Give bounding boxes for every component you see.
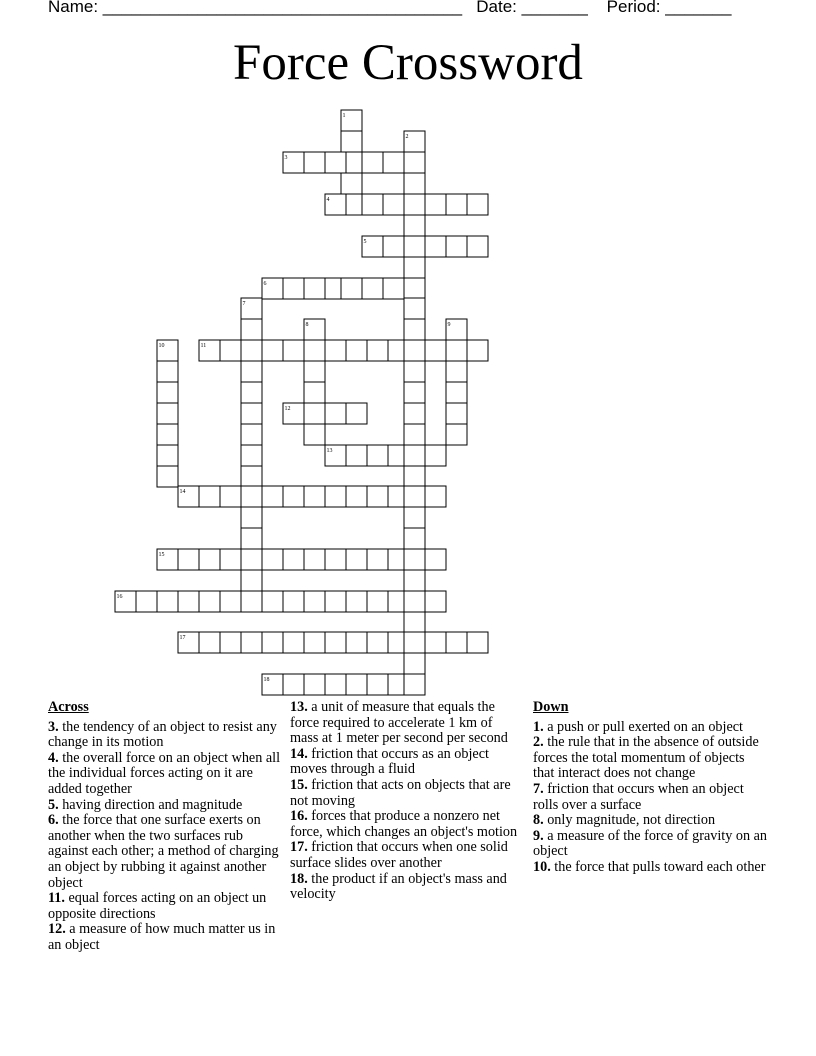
down-clue — [533, 735, 769, 782]
grid-cell[interactable] — [304, 674, 325, 695]
grid-cell[interactable] — [404, 278, 425, 299]
name-date-period-line: Name: ______________________________________ Date: _______ Period: _______ — [48, 0, 732, 16]
grid-cell[interactable] — [241, 403, 262, 424]
clue-number: 4. — [48, 749, 59, 766]
grid-cell[interactable] — [404, 528, 425, 549]
grid-cell[interactable] — [241, 382, 262, 403]
grid-cell[interactable] — [425, 236, 446, 257]
grid-cell[interactable] — [367, 445, 388, 466]
grid-cell[interactable] — [262, 340, 283, 361]
grid-cell[interactable] — [404, 340, 425, 361]
grid-cell[interactable] — [220, 549, 241, 570]
grid-cell[interactable] — [241, 528, 262, 549]
cell-number: 15 — [158, 552, 165, 558]
grid-cell[interactable] — [241, 591, 262, 612]
cell-number: 3 — [284, 155, 288, 161]
grid-cell[interactable] — [446, 340, 467, 361]
grid-cell[interactable] — [404, 424, 425, 445]
grid-cell[interactable] — [241, 486, 262, 507]
grid-cell[interactable] — [467, 236, 488, 257]
grid-cell[interactable] — [346, 674, 367, 695]
grid-cell[interactable] — [283, 340, 304, 361]
across-clue — [290, 778, 518, 809]
grid-cell[interactable] — [404, 152, 425, 173]
grid-cell[interactable] — [404, 486, 425, 507]
grid-cell[interactable] — [425, 632, 446, 653]
cell-number: 7 — [242, 301, 246, 307]
down-clue — [533, 813, 769, 829]
grid-cell[interactable] — [404, 612, 425, 633]
grid-cell[interactable] — [157, 445, 178, 466]
cell-number: 18 — [263, 677, 270, 683]
grid-cell[interactable] — [425, 445, 446, 466]
cell-number: 9 — [447, 322, 451, 328]
down-clues-column — [533, 700, 769, 876]
cell-number: 17 — [179, 635, 186, 641]
grid-cell[interactable] — [367, 674, 388, 695]
grid-cell[interactable] — [425, 486, 446, 507]
grid-cell[interactable] — [241, 549, 262, 570]
grid-cell[interactable] — [383, 152, 404, 173]
grid-cell[interactable] — [241, 445, 262, 466]
grid-cell[interactable] — [325, 152, 346, 173]
grid-cell[interactable] — [346, 445, 367, 466]
grid-cell[interactable] — [404, 674, 425, 695]
cell-number: 14 — [179, 489, 186, 495]
grid-cell[interactable] — [304, 632, 325, 653]
clue-number: 14. — [290, 745, 308, 762]
grid-cell[interactable] — [425, 194, 446, 215]
grid-cell[interactable] — [199, 486, 220, 507]
grid-cell[interactable] — [241, 507, 262, 528]
grid-cell[interactable] — [157, 466, 178, 487]
cell-number: 13 — [326, 448, 333, 454]
grid-cell[interactable] — [304, 278, 325, 299]
grid-cell[interactable] — [325, 632, 346, 653]
down-heading: Down — [533, 699, 569, 715]
grid-cell[interactable] — [446, 382, 467, 403]
clue-text: the tendency of an object to resist any change in its motion — [48, 718, 277, 751]
across-clue — [48, 922, 284, 953]
across-heading: Across — [48, 699, 89, 715]
cell-number: 12 — [284, 406, 291, 412]
grid-cell[interactable] — [341, 131, 362, 152]
across-clue — [48, 798, 284, 814]
grid-cell[interactable] — [446, 236, 467, 257]
clue-text: a push or pull exerted on an object — [543, 718, 743, 735]
across-clues-column-2 — [290, 700, 518, 903]
grid-cell[interactable] — [304, 382, 325, 403]
grid-cell[interactable] — [262, 486, 283, 507]
grid-cell[interactable] — [220, 591, 241, 612]
grid-cell[interactable] — [346, 632, 367, 653]
grid-cell[interactable] — [367, 486, 388, 507]
grid-cell[interactable] — [241, 632, 262, 653]
grid-cell[interactable] — [304, 591, 325, 612]
grid-cell[interactable] — [220, 632, 241, 653]
clue-number: 18. — [290, 870, 308, 887]
grid-cell[interactable] — [325, 674, 346, 695]
cell-number: 11 — [200, 343, 207, 349]
grid-cell[interactable] — [199, 591, 220, 612]
grid-cell[interactable] — [157, 591, 178, 612]
clue-text: the force that pulls toward each other — [550, 858, 766, 875]
clue-text: friction that occurs when one solid surface slides over another — [290, 839, 508, 871]
grid-cell[interactable] — [325, 591, 346, 612]
grid-cell[interactable] — [404, 570, 425, 591]
across-clue — [48, 751, 284, 798]
cell-number: 16 — [116, 594, 123, 600]
grid-cell[interactable] — [178, 591, 199, 612]
grid-cell[interactable] — [241, 340, 262, 361]
grid-cell[interactable] — [346, 591, 367, 612]
cell-number: 4 — [326, 197, 330, 203]
clue-text: friction that acts on objects that are not moving — [290, 776, 511, 809]
grid-cell[interactable] — [404, 194, 425, 215]
grid-cell[interactable] — [404, 591, 425, 612]
grid-cell[interactable] — [425, 340, 446, 361]
cell-number: 2 — [405, 134, 409, 140]
grid-cell[interactable] — [425, 549, 446, 570]
clue-text: equal forces acting on an object un opposite directions — [48, 890, 267, 922]
grid-cell[interactable] — [383, 236, 404, 257]
grid-cell[interactable] — [346, 403, 367, 424]
clue-number: 5. — [48, 796, 59, 813]
grid-cell[interactable] — [325, 486, 346, 507]
down-clue — [533, 720, 769, 736]
grid-cell[interactable] — [325, 340, 346, 361]
grid-cell[interactable] — [404, 215, 425, 236]
grid-cell[interactable] — [220, 486, 241, 507]
grid-cell[interactable] — [383, 278, 404, 299]
clue-text: a measure of the force of gravity on an object — [533, 827, 767, 860]
grid-cell[interactable] — [404, 403, 425, 424]
across-clues-column-1 — [48, 700, 284, 954]
grid-cell[interactable] — [404, 361, 425, 382]
clue-text: only magnitude, not direction — [543, 812, 716, 829]
grid-cell[interactable] — [241, 424, 262, 445]
grid-cell[interactable] — [341, 278, 362, 299]
grid-cell[interactable] — [241, 570, 262, 591]
down-clue — [533, 782, 769, 813]
grid-cell[interactable] — [283, 486, 304, 507]
grid-cell[interactable] — [178, 549, 199, 570]
clue-number: 6. — [48, 812, 59, 829]
grid-cell[interactable] — [304, 361, 325, 382]
clue-text: the product if an object's mass and velocity — [290, 870, 507, 903]
grid-cell[interactable] — [404, 445, 425, 466]
cell-number: 1 — [342, 113, 346, 119]
grid-cell[interactable] — [404, 507, 425, 528]
clue-text: forces that produce a nonzero net force, which changes an object's motion — [290, 808, 518, 840]
clue-number: 13. — [290, 699, 308, 715]
clue-number: 11. — [48, 890, 65, 907]
grid-cell[interactable] — [304, 340, 325, 361]
grid-cell[interactable] — [241, 319, 262, 340]
clue-number: 10. — [533, 858, 551, 875]
cell-number: 10 — [158, 343, 165, 349]
grid-cell[interactable] — [283, 674, 304, 695]
clue-number: 3. — [48, 718, 59, 735]
clue-number: 7. — [533, 780, 544, 797]
grid-cell[interactable] — [325, 403, 346, 424]
grid-cell[interactable] — [325, 549, 346, 570]
clue-number: 12. — [48, 921, 66, 938]
clue-text: having direction and magnitude — [58, 796, 243, 813]
grid-cell[interactable] — [467, 632, 488, 653]
grid-cell[interactable] — [404, 653, 425, 674]
grid-cell[interactable] — [404, 236, 425, 257]
clue-text: the force that one surface exerts on another when the two surfaces rub against each other; a method of charging an object by rubbing it against another object — [48, 812, 279, 891]
grid-cell[interactable] — [446, 424, 467, 445]
clue-number: 2. — [533, 734, 544, 751]
clue-number: 8. — [533, 812, 544, 829]
grid-cell[interactable] — [157, 361, 178, 382]
grid-cell[interactable] — [346, 549, 367, 570]
grid-cell[interactable] — [262, 549, 283, 570]
grid-cell[interactable] — [262, 632, 283, 653]
across-clue — [290, 700, 518, 747]
down-clue — [533, 860, 769, 876]
cell-number: 8 — [305, 322, 309, 328]
grid-cell[interactable] — [283, 278, 304, 299]
grid-cell[interactable] — [404, 298, 425, 319]
grid-cell[interactable] — [446, 632, 467, 653]
grid-cell[interactable] — [404, 549, 425, 570]
grid-cell[interactable] — [199, 549, 220, 570]
grid-cell[interactable] — [367, 340, 388, 361]
grid-cell[interactable] — [467, 194, 488, 215]
across-clue — [290, 747, 518, 778]
clue-number: 1. — [533, 718, 544, 735]
grid-cell[interactable] — [446, 361, 467, 382]
clue-text: the rule that in the absence of outside forces the total momentum of objects that interact does not change — [533, 734, 759, 782]
clue-number: 15. — [290, 776, 308, 793]
grid-cell[interactable] — [404, 382, 425, 403]
clue-text: the overall force on an object when all the individual forces acting on it are added together — [48, 749, 281, 797]
grid-cell[interactable] — [404, 257, 425, 278]
clue-text: friction that occurs as an object moves through a fluid — [290, 745, 489, 778]
grid-cell[interactable] — [304, 152, 325, 173]
clue-text: a unit of measure that equals the force required to accelerate 1 km of mass at 1 meter per second per second — [290, 699, 508, 747]
page-title: Force Crossword — [233, 35, 583, 91]
grid-cell[interactable] — [362, 194, 383, 215]
grid-cell[interactable] — [425, 591, 446, 612]
grid-cell[interactable] — [283, 632, 304, 653]
grid-cell[interactable] — [157, 403, 178, 424]
clue-number: 9. — [533, 827, 544, 844]
grid-cell[interactable] — [362, 152, 383, 173]
down-clue — [533, 829, 769, 860]
grid-cell[interactable] — [446, 194, 467, 215]
grid-cell[interactable] — [404, 319, 425, 340]
grid-cell[interactable] — [199, 632, 220, 653]
grid-cell[interactable] — [446, 403, 467, 424]
across-clue — [290, 840, 518, 871]
across-clue — [290, 809, 518, 840]
grid-cell[interactable] — [362, 278, 383, 299]
grid-cell[interactable] — [241, 361, 262, 382]
grid-cell[interactable] — [220, 340, 241, 361]
grid-cell[interactable] — [404, 173, 425, 194]
cell-number: 5 — [363, 239, 367, 245]
grid-cell[interactable] — [241, 466, 262, 487]
grid-cell[interactable] — [346, 486, 367, 507]
across-clue — [48, 720, 284, 751]
grid-cell[interactable] — [157, 424, 178, 445]
grid-cell[interactable] — [283, 591, 304, 612]
grid-cell[interactable] — [283, 549, 304, 570]
grid-cell[interactable] — [157, 382, 178, 403]
across-clue — [290, 872, 518, 903]
clue-number: 16. — [290, 808, 308, 825]
grid-cell[interactable] — [367, 549, 388, 570]
grid-cell[interactable] — [404, 466, 425, 487]
grid-cell[interactable] — [367, 591, 388, 612]
grid-cell[interactable] — [262, 591, 283, 612]
grid-cell[interactable] — [304, 403, 325, 424]
grid-cell[interactable] — [304, 549, 325, 570]
grid-cell[interactable] — [136, 591, 157, 612]
grid-cell[interactable] — [467, 340, 488, 361]
cell-number: 6 — [263, 281, 267, 287]
grid-cell[interactable] — [404, 632, 425, 653]
clue-number: 17. — [290, 839, 308, 856]
grid-cell[interactable] — [304, 486, 325, 507]
grid-cell[interactable] — [346, 340, 367, 361]
clue-text: friction that occurs when an object rolls over a surface — [533, 780, 744, 813]
clue-text: a measure of how much matter us in an object — [48, 921, 276, 953]
across-clue — [48, 891, 284, 922]
grid-cell[interactable] — [383, 194, 404, 215]
grid-cell[interactable] — [367, 632, 388, 653]
grid-cell[interactable] — [341, 173, 362, 194]
across-clue — [48, 813, 284, 891]
grid-cell[interactable] — [304, 424, 325, 445]
